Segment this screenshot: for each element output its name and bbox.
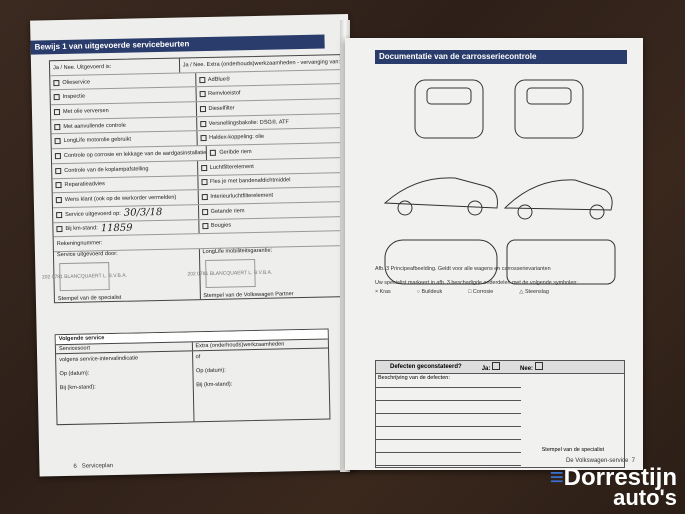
dorrestijn-logo xyxy=(549,464,677,510)
service-item xyxy=(53,206,198,220)
item-label: Getande riem xyxy=(210,207,245,215)
next-op-datum: Op (datum): xyxy=(59,370,90,378)
service-item xyxy=(53,194,198,203)
item-label: Olieservice xyxy=(62,78,91,86)
uitgevoerd-door: Service uitgevoerd door: xyxy=(56,250,118,259)
checkbox[interactable] xyxy=(56,212,62,218)
extra-item xyxy=(206,143,342,160)
stamp-label-specialist: Stempel van de specialist xyxy=(57,294,122,303)
item-label: Fles je met bandenafdichtmiddel xyxy=(209,177,291,186)
extra-op-datum: Op (datum): xyxy=(195,367,226,375)
col-servicesoort: Servicesoort xyxy=(58,345,91,353)
item-label: Controle op corrosie en lekkage van de aardgasinstallatie xyxy=(63,149,207,159)
extra-of: of xyxy=(195,354,201,361)
specialist-stamp-label: Stempel van de specialist xyxy=(541,447,604,453)
checkbox[interactable] xyxy=(54,124,60,130)
item-label: Luchtfilterelement xyxy=(209,163,254,171)
item-label: Dieselfilter xyxy=(208,105,235,112)
right-footer: De Volkswagen-service xyxy=(565,458,629,464)
rekening-label: Rekeningnummer: xyxy=(56,240,103,248)
defects-description-label: Beschrijving van de defecten: xyxy=(376,375,521,388)
instruction-text: Uw specialist markeert in afb. 3 beschadigde onderdelen met de volgende symbolen: xyxy=(375,280,578,286)
checkbox[interactable] xyxy=(199,91,205,97)
right-page-number: 7 xyxy=(631,458,635,464)
item-label: Versnellingsbakolie: DSG®, ATF xyxy=(208,118,290,127)
checkbox[interactable] xyxy=(202,223,208,229)
service-item xyxy=(51,121,196,130)
service-item xyxy=(50,77,195,86)
item-label: Geribde riem xyxy=(219,149,252,156)
symbol-legend xyxy=(375,289,549,295)
defects-yes[interactable]: Ja: xyxy=(482,362,500,372)
partner-stamp: 202 0781 BLANCQUAERT L. B.V.B.A. xyxy=(205,259,256,288)
checkbox[interactable] xyxy=(55,168,61,174)
service-item xyxy=(52,135,197,144)
service-item xyxy=(52,165,197,174)
item-label: Interieurluchtfilterelement xyxy=(210,192,274,200)
logo-line2: auto's xyxy=(613,485,677,510)
defects-no[interactable]: Nee: xyxy=(520,362,543,372)
service-item xyxy=(51,91,196,100)
item-label: Controle van de koplampafstelling xyxy=(64,165,149,174)
checkbox[interactable] xyxy=(56,226,62,232)
checkbox[interactable] xyxy=(201,165,207,171)
item-label: Service uitgevoerd op: xyxy=(65,210,121,218)
checkbox[interactable] xyxy=(54,109,60,115)
defects-form xyxy=(375,360,625,468)
left-page xyxy=(30,14,357,477)
item-label: Met aanvullende controle xyxy=(63,122,126,130)
col-extra: Extra (onderhouds)werkzaamheden xyxy=(191,339,328,350)
carrosserie-title: Documentatie van de carrosseriecontrole xyxy=(375,50,627,64)
car-top-view xyxy=(385,240,497,284)
left-page-number: 6 xyxy=(73,463,77,470)
handwritten-date: 30/3/18 xyxy=(123,207,163,219)
symbol-item: ○ Buildeuk xyxy=(416,289,443,295)
symbol-item: × Kras xyxy=(375,289,391,295)
checkbox[interactable] xyxy=(202,209,208,215)
checkbox[interactable] xyxy=(55,153,61,159)
service-item xyxy=(51,106,196,115)
car-front-view xyxy=(515,80,583,138)
item-label: LongLife motorolie gebruikt xyxy=(63,136,132,145)
logo-bars: ≡ xyxy=(549,464,564,491)
car-diagram xyxy=(375,68,623,298)
checkbox[interactable] xyxy=(53,80,59,86)
checkbox[interactable] xyxy=(199,106,205,112)
checkbox[interactable] xyxy=(55,138,61,144)
item-label: Wens klant (ook op de werkorder vermelden) xyxy=(64,194,177,204)
extra-bij-km: Bij (km-stand): xyxy=(196,381,233,389)
service-table xyxy=(41,54,346,303)
checkbox[interactable] xyxy=(200,121,206,127)
item-label: Met olie verversen xyxy=(62,107,109,115)
checkbox[interactable] xyxy=(201,179,207,185)
defects-question: Defecten geconstateerd? xyxy=(390,364,462,370)
item-label: AdBlue® xyxy=(207,76,231,83)
stamp-label-partner: Stempel van de Volkswagen Partner xyxy=(203,291,294,300)
checkbox[interactable] xyxy=(55,182,61,188)
checkbox[interactable] xyxy=(200,135,206,141)
item-label: Remvloeistof xyxy=(208,90,241,98)
next-service-table xyxy=(55,328,331,425)
logo-line1: Dorrestijn xyxy=(563,464,677,491)
item-label: Bij km-stand: xyxy=(65,225,98,233)
header-left: Ja / Nee. Uitgevoerd is: xyxy=(53,63,112,72)
next-bij-km: Bij (km-stand): xyxy=(59,384,96,392)
dealer-stamp: 202 0781 BLANCQUAERT L. B.V.B.A. xyxy=(59,262,110,291)
item-label: Inspectie xyxy=(62,93,86,101)
checkbox[interactable] xyxy=(199,77,205,83)
handwritten-km: 11859 xyxy=(100,222,133,235)
symbol-item: □ Corrosie xyxy=(468,289,494,295)
checkbox[interactable] xyxy=(56,197,62,203)
next-interval: volgens service-intervalindicatie xyxy=(59,355,139,364)
car-underside-view xyxy=(507,240,615,284)
service-item xyxy=(52,150,207,159)
item-label: Haldex-koppeling: olie xyxy=(209,134,265,142)
car-rear-view xyxy=(415,80,483,138)
header-right: Ja / Nee. Extra (onderhouds)werkzaamheden - vervanging van: xyxy=(179,55,341,72)
next-service-title: Volgende service xyxy=(56,329,328,345)
service-item xyxy=(52,180,197,189)
figure-caption: Afb. 3 Principeafbeelding. Geldt voor alle wagens en carrosserievarianten xyxy=(375,266,551,272)
item-label: Bougies xyxy=(210,222,232,230)
checkbox[interactable] xyxy=(54,94,60,100)
checkbox[interactable] xyxy=(201,194,207,200)
service-item xyxy=(53,221,198,235)
symbol-item: △ Steenslag xyxy=(519,289,549,295)
right-page xyxy=(345,38,643,470)
left-footer: Serviceplan xyxy=(81,463,114,470)
service-title: Bewijs 1 van uitgevoerde servicebeurten xyxy=(30,34,324,54)
checkbox[interactable] xyxy=(210,150,216,156)
item-label: Reparatieadvies xyxy=(64,181,106,189)
longlife-label: LongLife mobiliteitsgarantie: xyxy=(202,247,273,256)
stamp-row xyxy=(41,246,345,303)
